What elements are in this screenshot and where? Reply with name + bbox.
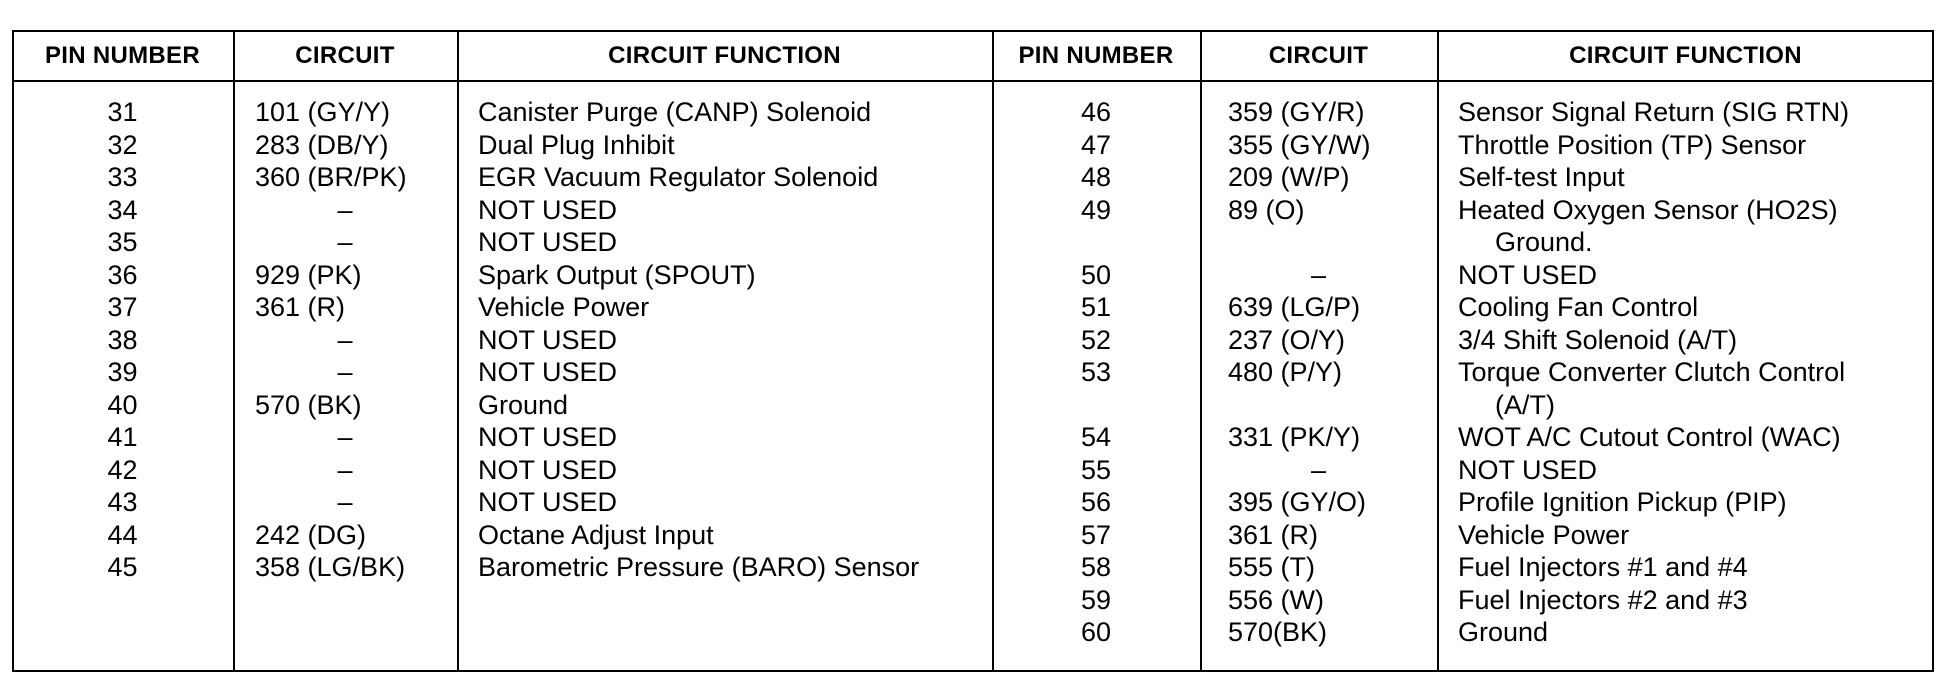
circuit-function-cell: Fuel Injectors #2 and #3 [1458, 584, 1748, 615]
circuit-cell: 283 (DB/Y) [255, 129, 389, 160]
pin-number-cell: 57 [1080, 519, 1112, 550]
circuit-cell: 555 (T) [1228, 552, 1316, 582]
circuit-function-cell: NOT USED [478, 422, 618, 452]
header-circuit: CIRCUIT [295, 42, 395, 69]
circuit-function-cell: NOT USED [478, 324, 618, 355]
circuit-cell: 570(BK) [1228, 617, 1328, 647]
circuit-function-cell: EGR Vacuum Regulator Solenoid [478, 162, 879, 192]
circuit-cell: – [337, 227, 353, 257]
circuit-function-continuation: (A/T) [1495, 389, 1555, 420]
circuit-cell: – [1310, 454, 1327, 485]
pin-number-cell: 53 [1080, 357, 1112, 387]
circuit-cell: – [337, 454, 353, 485]
pin-number-cell: 50 [1080, 259, 1112, 290]
circuit-function-cell: WOT A/C Cutout Control (WAC) [1458, 422, 1841, 452]
pin-number-cell: 54 [1080, 422, 1112, 452]
pin-number-cell: 43 [107, 487, 138, 517]
circuit-function-cell: NOT USED [478, 357, 618, 387]
circuit-cell: 360 (BR/PK) [255, 162, 407, 192]
pin-number-cell: 51 [1080, 292, 1112, 322]
circuit-cell: 570 (BK) [255, 389, 362, 420]
column-divider [1437, 30, 1439, 672]
pin-number-cell: 44 [107, 519, 138, 550]
pin-number-cell: 41 [107, 422, 138, 452]
circuit-function-cell: NOT USED [478, 194, 618, 225]
pin-number-cell: 46 [1080, 97, 1112, 127]
circuit-function-cell: Ground [478, 389, 569, 420]
circuit-cell: – [337, 422, 353, 452]
circuit-function-cell: NOT USED [1458, 454, 1598, 485]
pin-number-cell: 33 [107, 162, 138, 192]
pin-number-cell: 60 [1080, 617, 1112, 647]
header-circuit-function: CIRCUIT FUNCTION [608, 42, 841, 69]
circuit-function-cell: Throttle Position (TP) Sensor [1458, 129, 1807, 160]
pin-number-cell: 40 [107, 389, 138, 420]
circuit-function-cell: NOT USED [478, 227, 618, 257]
circuit-cell: 395 (GY/O) [1228, 487, 1367, 517]
circuit-function-cell: Dual Plug Inhibit [478, 129, 675, 160]
pin-number-cell: 56 [1080, 487, 1112, 517]
pin-number-cell: 35 [107, 227, 138, 257]
column-divider [457, 30, 459, 672]
pin-number-cell: 58 [1080, 552, 1112, 582]
circuit-function-cell: Self-test Input [1458, 162, 1625, 192]
circuit-cell: – [337, 357, 353, 387]
circuit-function-cell: Octane Adjust Input [478, 519, 714, 550]
pin-number-cell: 47 [1080, 129, 1112, 160]
circuit-cell: 209 (W/P) [1228, 162, 1350, 192]
circuit-cell: – [1310, 259, 1327, 290]
circuit-function-cell: Spark Output (SPOUT) [478, 259, 756, 290]
circuit-function-cell: Vehicle Power [478, 292, 650, 322]
pin-number-cell: 42 [107, 454, 138, 485]
circuit-cell: 361 (R) [1228, 519, 1319, 550]
circuit-cell: 242 (DG) [255, 519, 367, 550]
header-circuit-function: CIRCUIT FUNCTION [1569, 42, 1802, 69]
pin-number-cell: 39 [107, 357, 138, 387]
circuit-function-cell: NOT USED [1458, 259, 1598, 290]
pin-number-cell: 45 [107, 552, 138, 582]
circuit-function-cell: NOT USED [478, 454, 618, 485]
circuit-cell: 89 (O) [1228, 194, 1305, 225]
circuit-function-cell: NOT USED [478, 487, 618, 517]
circuit-function-cell: Sensor Signal Return (SIG RTN) [1458, 97, 1850, 127]
pin-number-cell: 49 [1080, 194, 1112, 225]
circuit-function-cell: Heated Oxygen Sensor (HO2S) [1458, 194, 1838, 225]
pin-number-cell: 52 [1080, 324, 1112, 355]
pin-number-cell: 36 [107, 259, 138, 290]
circuit-cell: 101 (GY/Y) [255, 97, 391, 127]
circuit-cell: 361 (R) [255, 292, 346, 322]
circuit-function-cell: Torque Converter Clutch Control [1458, 357, 1846, 387]
circuit-cell: 639 (LG/P) [1228, 292, 1361, 322]
circuit-function-continuation: Ground. [1495, 227, 1593, 257]
pin-number-cell: 55 [1080, 454, 1112, 485]
pin-number-cell: 31 [107, 97, 138, 127]
column-divider [1200, 30, 1202, 672]
circuit-cell: 556 (W) [1228, 584, 1325, 615]
pin-number-cell: 37 [107, 292, 138, 322]
header-pin-number: PIN NUMBER [44, 42, 200, 69]
circuit-cell: – [337, 194, 353, 225]
circuit-function-cell: Barometric Pressure (BARO) Sensor [478, 552, 920, 582]
circuit-cell: 359 (GY/R) [1228, 97, 1365, 127]
circuit-cell: 929 (PK) [255, 259, 362, 290]
circuit-function-cell: Profile Ignition Pickup (PIP) [1458, 487, 1787, 517]
circuit-cell: 480 (P/Y) [1228, 357, 1343, 387]
header-circuit: CIRCUIT [1268, 42, 1369, 69]
pin-number-cell: 59 [1080, 584, 1112, 615]
circuit-function-cell: Canister Purge (CANP) Solenoid [478, 97, 872, 127]
circuit-function-cell: Fuel Injectors #1 and #4 [1458, 552, 1748, 582]
pin-number-cell: 38 [107, 324, 138, 355]
circuit-cell: – [337, 324, 353, 355]
circuit-cell: 331 (PK/Y) [1228, 422, 1361, 452]
circuit-cell: – [337, 487, 353, 517]
circuit-cell: 358 (LG/BK) [255, 552, 406, 582]
circuit-function-cell: Ground [1458, 617, 1549, 647]
circuit-function-cell: Cooling Fan Control [1458, 292, 1699, 322]
pin-number-cell: 34 [107, 194, 138, 225]
pin-number-cell: 48 [1080, 162, 1112, 192]
circuit-function-cell: Vehicle Power [1458, 519, 1630, 550]
circuit-cell: 355 (GY/W) [1228, 129, 1371, 160]
circuit-cell: 237 (O/Y) [1228, 324, 1346, 355]
pin-number-cell: 32 [107, 129, 138, 160]
header-pin-number: PIN NUMBER [1018, 42, 1174, 69]
circuit-function-cell: 3/4 Shift Solenoid (A/T) [1458, 324, 1738, 355]
